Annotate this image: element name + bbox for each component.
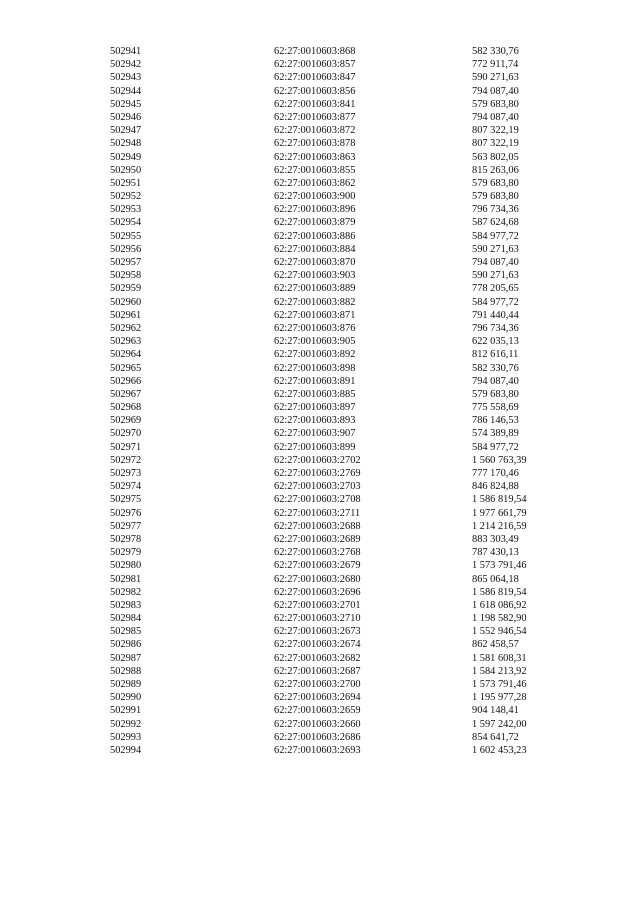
row-number: 502969 xyxy=(110,415,142,427)
cadastral-value: 1 198 582,90 xyxy=(472,613,527,625)
cadastral-number: 62:27:0010603:878 xyxy=(274,138,356,150)
table-row xyxy=(0,243,640,256)
cadastral-number: 62:27:0010603:876 xyxy=(274,322,356,334)
cadastral-value: 622 035,13 xyxy=(472,336,519,348)
row-number: 502947 xyxy=(110,125,142,137)
cadastral-value: 1 195 977,28 xyxy=(472,692,527,704)
cadastral-number: 62:27:0010603:855 xyxy=(274,164,356,176)
cadastral-number: 62:27:0010603:2687 xyxy=(274,665,361,677)
cadastral-value: 1 573 791,46 xyxy=(472,679,527,690)
table-row xyxy=(0,111,640,124)
cadastral-number: 62:27:0010603:903 xyxy=(274,270,356,282)
cadastral-value: 563 802,05 xyxy=(472,151,519,163)
cadastral-number: 62:27:0010603:892 xyxy=(274,349,356,361)
cadastral-number: 62:27:0010603:2688 xyxy=(274,520,361,532)
row-number: 502994 xyxy=(110,744,142,756)
table-row xyxy=(0,282,640,295)
cadastral-number: 62:27:0010603:857 xyxy=(274,59,356,71)
cadastral-number: 62:27:0010603:2686 xyxy=(274,731,361,743)
cadastral-value: 1 552 946,54 xyxy=(472,626,527,638)
table-row xyxy=(0,216,640,229)
cadastral-value: 794 087,40 xyxy=(472,111,519,123)
row-number: 502961 xyxy=(110,309,142,321)
row-number: 502980 xyxy=(110,560,142,572)
row-number: 502943 xyxy=(110,72,142,84)
table-row xyxy=(0,335,640,348)
cadastral-value: 584 977,72 xyxy=(472,296,519,308)
table-row xyxy=(0,731,640,744)
cadastral-value: 791 440,44 xyxy=(472,309,519,321)
table-row xyxy=(0,533,640,546)
table-row xyxy=(0,203,640,216)
cadastral-value: 772 911,74 xyxy=(472,59,519,71)
row-number: 502944 xyxy=(110,85,142,97)
cadastral-value: 587 624,68 xyxy=(472,217,519,229)
cadastral-value: 1 618 086,92 xyxy=(472,599,527,611)
cadastral-value: 590 271,63 xyxy=(472,72,519,84)
row-number: 502976 xyxy=(110,507,142,519)
cadastral-number: 62:27:0010603:907 xyxy=(274,428,356,440)
cadastral-value: 775 558,69 xyxy=(472,402,519,414)
table-row xyxy=(0,85,640,98)
table-row xyxy=(0,309,640,322)
cadastral-number: 62:27:0010603:885 xyxy=(274,388,356,400)
cadastral-value: 796 734,36 xyxy=(472,322,519,334)
cadastral-number: 62:27:0010603:841 xyxy=(274,98,356,110)
cadastral-number: 62:27:0010603:872 xyxy=(274,125,356,137)
table-row xyxy=(0,507,640,520)
cadastral-number: 62:27:0010603:2769 xyxy=(274,468,361,479)
row-number: 502960 xyxy=(110,296,142,308)
row-number: 502967 xyxy=(110,388,142,400)
row-number: 502978 xyxy=(110,533,142,545)
row-number: 502981 xyxy=(110,573,142,585)
cadastral-number: 62:27:0010603:2689 xyxy=(274,533,361,545)
cadastral-value: 794 087,40 xyxy=(472,85,519,97)
cadastral-value: 786 146,53 xyxy=(472,415,519,427)
row-number: 502966 xyxy=(110,375,142,387)
cadastral-number: 62:27:0010603:899 xyxy=(274,441,356,453)
cadastral-number: 62:27:0010603:868 xyxy=(274,46,356,57)
cadastral-number: 62:27:0010603:882 xyxy=(274,296,356,308)
row-number: 502985 xyxy=(110,626,142,638)
cadastral-number: 62:27:0010603:2703 xyxy=(274,481,361,493)
row-number: 502945 xyxy=(110,98,142,110)
row-number: 502989 xyxy=(110,679,142,690)
table-row xyxy=(0,348,640,361)
cadastral-value-table xyxy=(0,45,640,757)
table-row xyxy=(0,546,640,559)
table-row xyxy=(0,190,640,203)
row-number: 502983 xyxy=(110,599,142,611)
row-number: 502970 xyxy=(110,428,142,440)
row-number: 502982 xyxy=(110,586,142,598)
table-row xyxy=(0,559,640,572)
row-number: 502955 xyxy=(110,230,142,242)
table-row xyxy=(0,427,640,440)
cadastral-value: 794 087,40 xyxy=(472,375,519,387)
table-row xyxy=(0,691,640,704)
cadastral-number: 62:27:0010603:870 xyxy=(274,257,356,268)
cadastral-value: 807 322,19 xyxy=(472,125,519,137)
table-row xyxy=(0,137,640,150)
table-row xyxy=(0,124,640,137)
row-number: 502968 xyxy=(110,402,142,414)
cadastral-value: 862 458,57 xyxy=(472,639,519,651)
cadastral-value: 865 064,18 xyxy=(472,573,519,585)
cadastral-number: 62:27:0010603:905 xyxy=(274,336,356,348)
cadastral-number: 62:27:0010603:877 xyxy=(274,111,356,123)
cadastral-value: 1 560 763,39 xyxy=(472,454,527,466)
row-number: 502946 xyxy=(110,111,142,123)
row-number: 502962 xyxy=(110,322,142,334)
table-row xyxy=(0,678,640,691)
row-number: 502949 xyxy=(110,151,142,163)
cadastral-number: 62:27:0010603:2673 xyxy=(274,626,361,638)
cadastral-number: 62:27:0010603:2702 xyxy=(274,454,361,466)
cadastral-value: 1 581 608,31 xyxy=(472,652,527,664)
row-number: 502964 xyxy=(110,349,142,361)
row-number: 502977 xyxy=(110,520,142,532)
row-number: 502993 xyxy=(110,731,142,743)
cadastral-number: 62:27:0010603:2708 xyxy=(274,494,361,506)
cadastral-number: 62:27:0010603:889 xyxy=(274,283,356,295)
table-row xyxy=(0,98,640,111)
cadastral-number: 62:27:0010603:2711 xyxy=(274,507,361,519)
table-row xyxy=(0,230,640,243)
row-number: 502963 xyxy=(110,336,142,348)
cadastral-number: 62:27:0010603:2700 xyxy=(274,679,361,690)
table-row xyxy=(0,612,640,625)
cadastral-number: 62:27:0010603:898 xyxy=(274,362,356,374)
table-row xyxy=(0,362,640,375)
table-row xyxy=(0,652,640,665)
cadastral-number: 62:27:0010603:897 xyxy=(274,402,356,414)
cadastral-value: 777 170,46 xyxy=(472,468,519,479)
table-row xyxy=(0,296,640,309)
row-number: 502957 xyxy=(110,257,142,268)
cadastral-number: 62:27:0010603:2680 xyxy=(274,573,361,585)
cadastral-value: 846 824,88 xyxy=(472,481,519,493)
cadastral-number: 62:27:0010603:893 xyxy=(274,415,356,427)
cadastral-value: 778 205,65 xyxy=(472,283,519,295)
table-row xyxy=(0,45,640,58)
cadastral-number: 62:27:0010603:879 xyxy=(274,217,356,229)
row-number: 502956 xyxy=(110,243,142,255)
cadastral-number: 62:27:0010603:2693 xyxy=(274,744,361,756)
row-number: 502990 xyxy=(110,692,142,704)
row-number: 502950 xyxy=(110,164,142,176)
cadastral-value: 582 330,76 xyxy=(472,362,519,374)
table-row xyxy=(0,625,640,638)
cadastral-value: 794 087,40 xyxy=(472,257,519,268)
cadastral-value: 579 683,80 xyxy=(472,177,519,189)
table-row xyxy=(0,520,640,533)
table-row xyxy=(0,638,640,651)
row-number: 502959 xyxy=(110,283,142,295)
row-number: 502948 xyxy=(110,138,142,150)
cadastral-value: 574 389,89 xyxy=(472,428,519,440)
table-row xyxy=(0,441,640,454)
cadastral-value: 1 597 242,00 xyxy=(472,718,527,730)
cadastral-number: 62:27:0010603:2694 xyxy=(274,692,361,704)
table-row xyxy=(0,388,640,401)
row-number: 502975 xyxy=(110,494,142,506)
table-row xyxy=(0,322,640,335)
cadastral-value: 579 683,80 xyxy=(472,98,519,110)
cadastral-value: 579 683,80 xyxy=(472,388,519,400)
cadastral-value: 815 263,06 xyxy=(472,164,519,176)
row-number: 502965 xyxy=(110,362,142,374)
table-row xyxy=(0,665,640,678)
cadastral-number: 62:27:0010603:891 xyxy=(274,375,356,387)
table-row xyxy=(0,704,640,717)
cadastral-value: 807 322,19 xyxy=(472,138,519,150)
row-number: 502953 xyxy=(110,204,142,216)
cadastral-number: 62:27:0010603:2768 xyxy=(274,547,361,559)
cadastral-number: 62:27:0010603:886 xyxy=(274,230,356,242)
cadastral-value: 854 641,72 xyxy=(472,731,519,743)
row-number: 502971 xyxy=(110,441,142,453)
cadastral-number: 62:27:0010603:2710 xyxy=(274,613,361,625)
table-row xyxy=(0,586,640,599)
row-number: 502941 xyxy=(110,46,142,57)
cadastral-number: 62:27:0010603:862 xyxy=(274,177,356,189)
row-number: 502991 xyxy=(110,705,142,717)
cadastral-number: 62:27:0010603:2682 xyxy=(274,652,361,664)
cadastral-value: 796 734,36 xyxy=(472,204,519,216)
table-row xyxy=(0,467,640,480)
table-row xyxy=(0,493,640,506)
cadastral-value: 582 330,76 xyxy=(472,46,519,57)
row-number: 502979 xyxy=(110,547,142,559)
table-row xyxy=(0,718,640,731)
table-row xyxy=(0,375,640,388)
cadastral-number: 62:27:0010603:863 xyxy=(274,151,356,163)
cadastral-value: 1 602 453,23 xyxy=(472,744,527,756)
table-row xyxy=(0,71,640,84)
table-row xyxy=(0,454,640,467)
row-number: 502973 xyxy=(110,468,142,479)
cadastral-value: 1 214 216,59 xyxy=(472,520,527,532)
cadastral-number: 62:27:0010603:2696 xyxy=(274,586,361,598)
cadastral-value: 1 573 791,46 xyxy=(472,560,527,572)
table-row xyxy=(0,164,640,177)
row-number: 502951 xyxy=(110,177,142,189)
cadastral-value: 1 586 819,54 xyxy=(472,494,527,506)
table-row xyxy=(0,744,640,757)
table-row xyxy=(0,151,640,164)
row-number: 502992 xyxy=(110,718,142,730)
cadastral-number: 62:27:0010603:2701 xyxy=(274,599,361,611)
table-row xyxy=(0,599,640,612)
cadastral-value: 1 584 213,92 xyxy=(472,665,527,677)
cadastral-number: 62:27:0010603:2674 xyxy=(274,639,361,651)
cadastral-number: 62:27:0010603:856 xyxy=(274,85,356,97)
row-number: 502974 xyxy=(110,481,142,493)
cadastral-value: 1 977 661,79 xyxy=(472,507,527,519)
row-number: 502952 xyxy=(110,191,142,203)
row-number: 502987 xyxy=(110,652,142,664)
cadastral-value: 590 271,63 xyxy=(472,270,519,282)
row-number: 502942 xyxy=(110,59,142,71)
row-number: 502988 xyxy=(110,665,142,677)
table-row xyxy=(0,480,640,493)
cadastral-value: 590 271,63 xyxy=(472,243,519,255)
row-number: 502984 xyxy=(110,613,142,625)
table-row xyxy=(0,414,640,427)
cadastral-value: 584 977,72 xyxy=(472,441,519,453)
table-row xyxy=(0,256,640,269)
row-number: 502954 xyxy=(110,217,142,229)
cadastral-number: 62:27:0010603:900 xyxy=(274,191,356,203)
cadastral-number: 62:27:0010603:884 xyxy=(274,243,356,255)
table-row xyxy=(0,401,640,414)
cadastral-value: 584 977,72 xyxy=(472,230,519,242)
cadastral-value: 883 303,49 xyxy=(472,533,519,545)
table-row xyxy=(0,269,640,282)
cadastral-value: 787 430,13 xyxy=(472,547,519,559)
table-row xyxy=(0,58,640,71)
cadastral-value: 812 616,11 xyxy=(472,349,519,361)
cadastral-number: 62:27:0010603:2659 xyxy=(274,705,361,717)
row-number: 502958 xyxy=(110,270,142,282)
cadastral-value: 1 586 819,54 xyxy=(472,586,527,598)
cadastral-number: 62:27:0010603:847 xyxy=(274,72,356,84)
cadastral-number: 62:27:0010603:2660 xyxy=(274,718,361,730)
cadastral-value: 904 148,41 xyxy=(472,705,519,717)
cadastral-number: 62:27:0010603:896 xyxy=(274,204,356,216)
table-row xyxy=(0,573,640,586)
cadastral-value: 579 683,80 xyxy=(472,191,519,203)
cadastral-number: 62:27:0010603:871 xyxy=(274,309,356,321)
row-number: 502986 xyxy=(110,639,142,651)
cadastral-number: 62:27:0010603:2679 xyxy=(274,560,361,572)
table-row xyxy=(0,177,640,190)
row-number: 502972 xyxy=(110,454,142,466)
